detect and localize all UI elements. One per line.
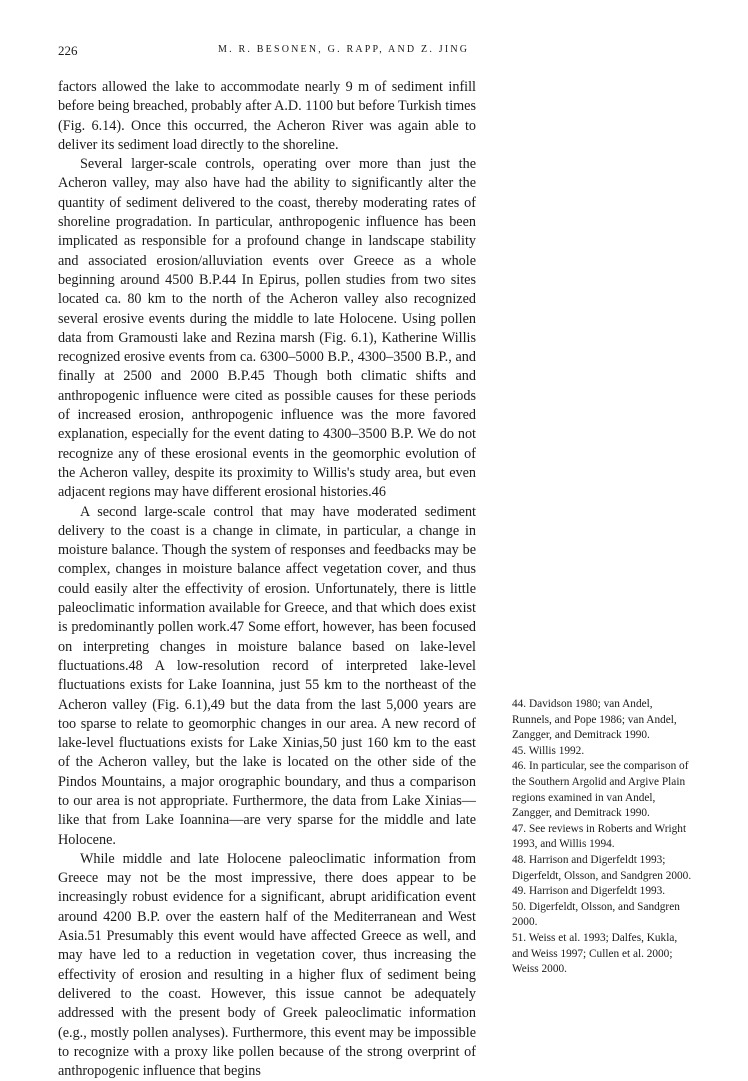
- running-header: [58, 43, 478, 61]
- footnote: [498, 931, 694, 978]
- paragraph: factors allowed the lake to accommodate nearly 9 m of sediment infill before being breached, probably after A.D. 1100 but before Turkish times (Fig. 6.14). Once this occurred, the Acheron River was again able to deliver its sediment load directly to the shoreline.: [58, 79, 476, 153]
- footnote-text: 48. Harrison and Digerfeldt 1993; Digerfeldt, Olsson, and Sandgren 2000.: [512, 853, 692, 882]
- footnote: [498, 822, 694, 853]
- running-head-authors: M. R. BESONEN, G. RAPP, AND Z. JING: [218, 44, 470, 55]
- footnotes: [498, 697, 694, 978]
- paragraph: A second large-scale control that may have moderated sediment delivery to the coast is a change in climate, in particular, a change in moisture balance. Though the system of responses and feedbacks may be complex, changes in moisture balance affect vegetation cover, and thus could easily alter the effectivity of erosion. Unfortunately, there is little paleoclimatic information available for Greece, and that which does exist is predominantly pollen work.47 Some effort, however, has been focused on interpreting changes in moisture balance based on lake-level fluctuations.48 A low-resolution record of interpreted lake-level fluctuations exists for Lake Ioannina, just 55 km to the northeast of the Acheron valley (Fig. 6.1),49 but the data from the last 5,000 years are too sparse to relate to geomorphic changes in our area. A new record of lake-level fluctuations exists for Lake Xinias,50 just 160 km to the east of the Acheron valley, but the lake is located on the other side of the Pindos Mountains, a major orographic boundary, and thus a comparison to our area is not appropriate. Furthermore, the data from Lake Xinias—like that from Lake Ioannina—are very sparse for the middle and late Holocene.: [58, 503, 476, 848]
- footnote-text: 45. Willis 1992.: [512, 744, 585, 757]
- paragraph: While middle and late Holocene paleoclimatic information from Greece may not be the most impressive, there does appear to be increasingly robust evidence for a significant, abrupt aridification event around 4200 B.P. over the eastern half of the Mediterranean and West Asia.51 Presumably this event would have affected Greece as well, and may have led to a reduction in vegetation cover, thus increasing the effectivity of erosion and resulting in a higher flux of sediment being delivered to the coast. However, this issue cannot be adequately addressed with the present body of Greek paleoclimatic information (e.g., mostly pollen analyses). Furthermore, this event may be impossible to recognize with a proxy like pollen because of the strong overprint of anthropogenic influence that begins: [58, 850, 476, 1080]
- footnote-text: 50. Digerfeldt, Olsson, and Sandgren 2000.: [512, 900, 680, 929]
- body-text: [58, 78, 476, 1081]
- footnote: [498, 697, 694, 744]
- footnote: [498, 900, 694, 931]
- page-number: 226: [58, 43, 78, 58]
- paragraph: Several larger-scale controls, operating over more than just the Acheron valley, may also have had the ability to significantly alter the quantity of sediment delivered to the coast, thereby moderating rates of shoreline progradation. In particular, anthropogenic influence has been implicated as responsible for a profound change in landscape stability and associated erosion/alluviation events over Greece as a whole beginning around 4500 B.P.44 In Epirus, pollen studies from two sites located ca. 80 km to the north of the Acheron valley also recognized several erosive events during the middle to late Holocene. Using pollen data from Gramousti lake and Rezina marsh (Fig. 6.1), Katherine Willis recognized erosive events from ca. 6300–5000 B.P., 4300–3500 B.P., and finally at 2500 and 2000 B.P.45 Though both climatic shifts and anthropogenic influence were cited as possible causes for these periods of increased erosion, anthropogenic influence was the more favored explanation, especially for the event dating to 4300–3500 B.P. We do not recognize any of these erosional events in the geomorphic evolution of the Acheron valley, despite its proximity to Willis's study area, but even adjacent regions may have different erosional histories.46: [58, 156, 476, 501]
- footnote: [498, 744, 694, 760]
- footnote-text: 47. See reviews in Roberts and Wright 1993, and Willis 1994.: [512, 822, 687, 851]
- footnote-text: 44. Davidson 1980; van Andel, Runnels, and Pope 1986; van Andel, Zangger, and Demitrack 1990.: [512, 698, 677, 742]
- footnote-text: 46. In particular, see the comparison of the Southern Argolid and Argive Plain regions examined in van Andel, Zangger, and Demitrack 1990.: [512, 760, 689, 820]
- footnote-text: 49. Harrison and Digerfeldt 1993.: [512, 885, 666, 898]
- footnote-text: 51. Weiss et al. 1993; Dalfes, Kukla, and Weiss 1997; Cullen et al. 2000; Weiss 2000.: [512, 931, 678, 976]
- footnote: [498, 853, 694, 884]
- footnote: [498, 759, 694, 821]
- footnote: [498, 884, 694, 900]
